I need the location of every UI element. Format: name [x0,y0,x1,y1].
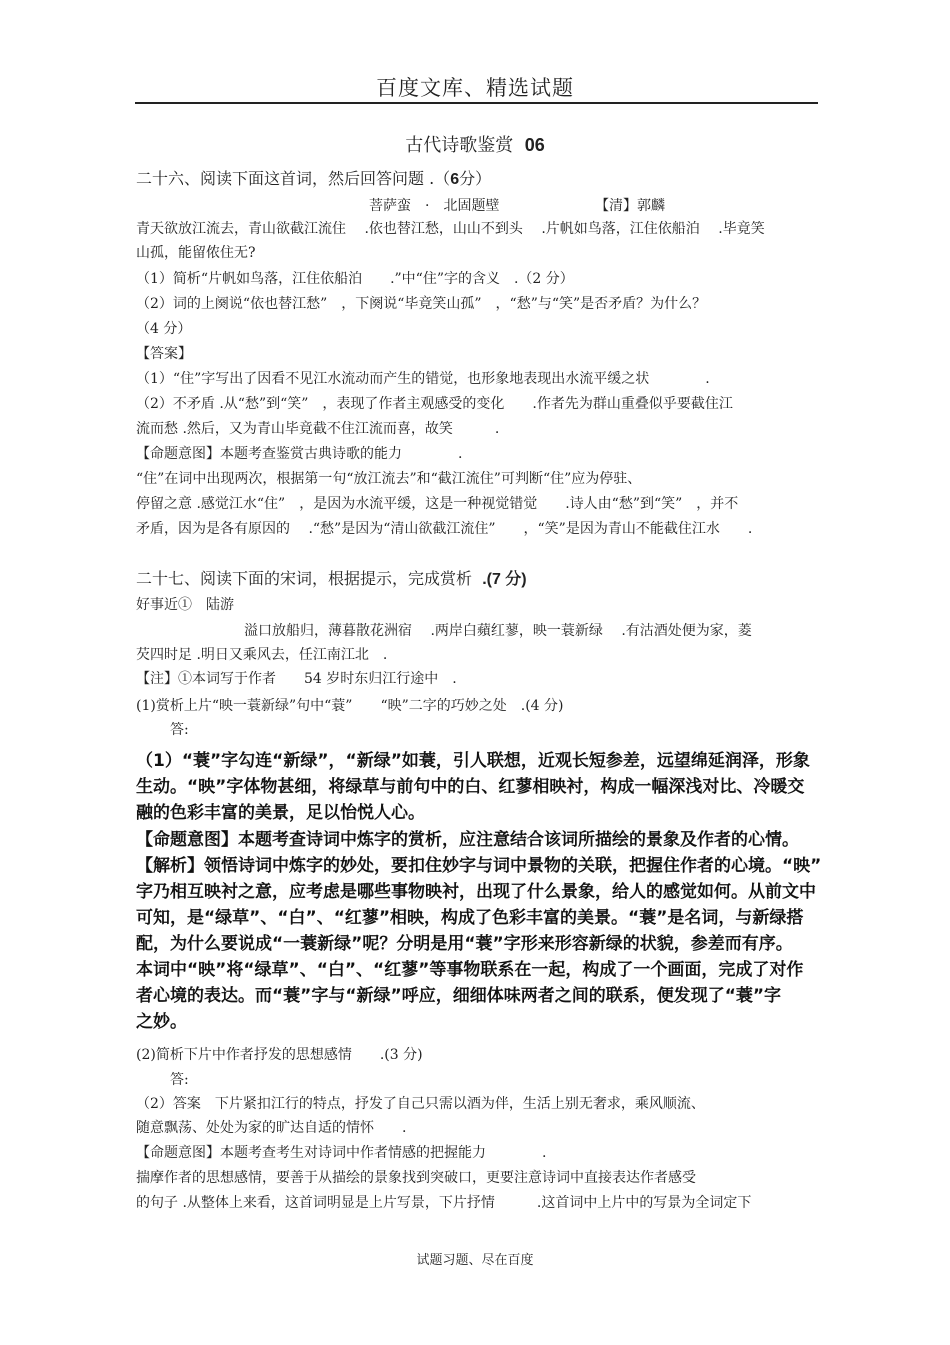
q27-scan-line: （1）“蓑”字勾连“新绿”，“新绿”如蓑，引人联想，近观长短参差，远望绵延润泽，形象 [136,751,810,771]
q27-scan-line: 融的色彩丰富的美景，足以怡悦人心。 [136,803,425,823]
q27-explanation-1: 揣摩作者的思想感情，要善于从描绘的景象找到突破口，更要注意诗词中直接表达作者感受 [136,1170,696,1186]
q27-heading-text: 二十七、阅读下面的宋词，根据提示，完成赏析 [136,569,473,588]
q27-answer-prompt: 答: [170,722,189,738]
q27-note: 【注】①本词写于作者 54 岁时东归江行途中 . [136,671,457,687]
q27-scan-line: 生动。“映”字体物甚细，将绿草与前句中的白、红蓼相映衬，构成一幅深浅对比、冷暖交 [136,777,805,797]
q27-scan-line: 【命题意图】本题考查诗词中炼字的赏析，应注意结合该词所描绘的景象及作者的心情。 [136,830,799,850]
document-title [0,131,950,157]
q27-answer-2-cont: 随意飘荡、处处为家的旷达自适的情怀 . [136,1120,407,1136]
q26-poem-line-1: 青天欲放江流去，青山欲截江流住 .依也替江愁，山山不到头 .片帆如鸟落，江住依船泊 .毕竟笑 [136,221,765,237]
q26-answer-2: （2）不矛盾 .从“愁”到“笑” ，表现了作者主观感受的变化 .作者先为群山重叠似乎要截住江 [136,396,733,412]
q26-poem-line-2: 山孤，能留侬住无? [136,245,256,261]
q27-answer-prompt-2: 答: [170,1072,189,1088]
q27-scan-line: 配，为什么要说成“一蓑新绿”呢？分明是用“蓑”字形来形容新绿的状貌，参差而有序。 [136,934,793,954]
q27-heading [136,570,527,589]
footer-text: 试题习题、尽在百度 [416,1253,534,1268]
q26-question-1: （1）简析“片帆如鸟落，江住依船泊 .”中“住”字的含义 .（2 分） [136,271,574,287]
q26-poem-author: 【清】郭麟 [595,198,665,214]
q26-heading-text: 二十六、阅读下面这首词，然后回答问题 .（ [136,169,451,188]
q27-score: .(7 分) [482,571,527,588]
q27-poem-title: 好事近① 陆游 [136,597,234,613]
q26-answer-label: 【答案】 [136,346,192,362]
q27-question-1: (1)赏析上片“映一蓑新绿”句中“蓑” “映”二字的巧妙之处 .(4 分) [136,698,564,714]
q26-explanation-2: 停留之意 .感觉江水“住” ，是因为水流平缓，这是一种视觉错觉 .诗人由“愁”到“笑” ，并不 [136,496,739,512]
q26-heading-end: 分） [459,169,492,188]
q26-explanation-3: 矛盾，因为是各有原因的 .“愁”是因为“清山欲截江流住” ，“笑”是因为青山不能截住江水 . [136,521,753,537]
q26-heading [136,170,491,189]
document-title-number: 06 [524,135,545,155]
q26-question-2-score: （4 分） [136,321,192,337]
q27-intent: 【命题意图】本题考查考生对诗词中作者情感的把握能力 . [136,1145,547,1161]
q26-intent: 【命题意图】本题考查鉴赏古典诗歌的能力 . [136,446,463,462]
q27-scan-line: 者心境的表达。而“蓑”字与“新绿”呼应，细细体味两者之间的联系，便发现了“蓑”字 [136,986,782,1006]
q27-poem-line-2: 芡四时足 .明日又乘风去，任江南江北 . [136,647,388,663]
q26-explanation-1: “住”在词中出现两次，根据第一句“放江流去”和“截江流住”可判断“住”应为停驻、 [136,471,642,487]
document-title-text: 古代诗歌鉴赏 [405,135,514,156]
q27-scan-line: 本词中“映”将“绿草”、“白”、“红蓼”等事物联系在一起，构成了一个画面，完成了对作 [136,960,804,980]
q27-answer-2: （2）答案 下片紧扣江行的特点，抒发了自己只需以酒为伴，生活上别无奢求，乘风顺流、 [136,1096,705,1112]
q26-score-number: 6 [450,171,460,188]
q27-scan-line: 可知，是“绿草”、“白”、“红蓼”相映，构成了色彩丰富的美景。“蓑”是名词，与新绿搭 [136,908,804,928]
q26-question-2: （2）词的上阕说“依也替江愁” ，下阕说“毕竟笑山孤” ，“愁”与“笑”是否矛盾？为什么？ [136,296,707,312]
header-title: 百度文库、精选试题 [376,76,574,100]
q27-scan-line: 字乃相互映衬之意，应考虑是哪些事物映衬，出现了什么景象，给人的感觉如何。从前文中 [136,882,816,902]
q27-poem-line-1: 溢口放船归，薄暮散花洲宿 .两岸白蘋红蓼，映一蓑新绿 .有沽酒处便为家，菱 [244,623,752,639]
q27-explanation-2: 的句子 .从整体上来看，这首词明显是上片写景，下片抒情 .这首词中上片中的写景为全词定下 [136,1195,752,1211]
q27-question-2: (2)简析下片中作者抒发的思想感情 .(3 分) [136,1047,423,1063]
q26-answer-2-cont: 流而愁 .然后，又为青山毕竟截不住江流而喜，故笑 . [136,421,500,437]
q27-scan-line: 【解析】领悟诗词中炼字的妙处，要扣住妙字与词中景物的关联，把握住作者的心境。“映” [136,856,822,876]
header-divider [135,102,818,104]
q26-answer-1: （1）“住”字写出了因看不见江水流动而产生的错觉，也形象地表现出水流平缓之状 . [136,371,710,387]
q26-poem-title: 菩萨蛮 · 北固题壁 [369,198,500,214]
q27-scan-line: 之妙。 [136,1012,187,1032]
